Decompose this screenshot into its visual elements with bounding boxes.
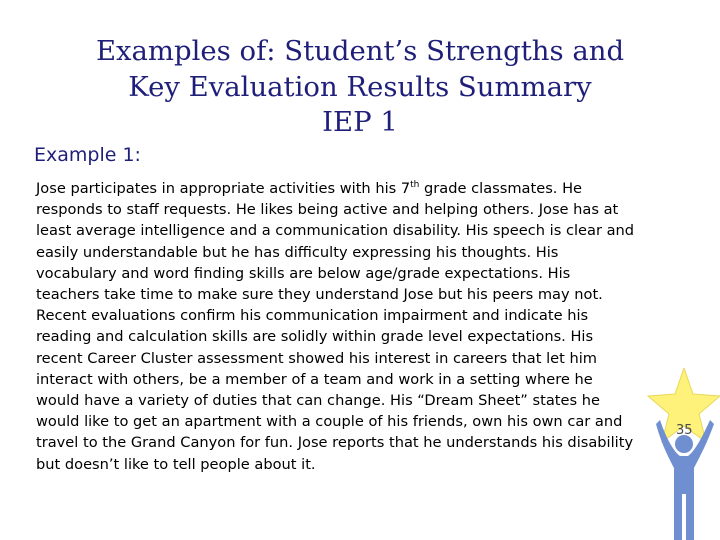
example-heading: Example 1: [34,144,141,166]
body-line: interact with others, be a member of a team and work in a setting where he [36,370,593,388]
person-figure-icon [656,420,714,540]
body-line: teachers take time to make sure they understand Jose but his peers may not. [36,286,603,304]
body-line: would like to get an apartment with a couple of his friends, own his own car and [36,413,623,431]
body-line: reading and calculation skills are solidly within grade level expectations. His [36,328,594,346]
body-line-1-text: Jose participates in appropriate activities with his 7 [36,180,411,197]
body-line-1 [36,178,696,199]
body-paragraph [36,178,696,475]
body-line: least average intelligence and a communication disability. His speech is clear and [36,222,635,240]
title-line-1: Examples of: Student’s Strengths and [95,35,625,67]
body-line: but doesn’t like to tell people about it. [36,455,316,473]
body-line: Recent evaluations confirm his communication impairment and indicate his [36,307,589,325]
page-number: 35 [676,423,693,438]
title-line-3: IEP 1 [322,106,398,138]
ordinal-suffix: th [410,180,420,190]
body-line: recent Career Cluster assessment showed his interest in careers that let him [36,349,598,367]
star-figure-icon [640,368,720,540]
slide-title [60,34,660,141]
body-line: would have a variety of duties that can change. His “Dream Sheet” states he [36,392,600,410]
body-line: easily understandable but he has difficulty expressing his thoughts. His [36,243,559,261]
title-line-2: Key Evaluation Results Summary [128,70,592,103]
body-line: travel to the Grand Canyon for fun. Jose reports that he understands his disability [36,434,634,452]
body-line: responds to staff requests. He likes being active and helping others. Jose has at [36,201,619,219]
body-line-1-end: grade classmates. He [419,180,583,197]
body-line: vocabulary and word finding skills are below age/grade expectations. His [36,264,571,282]
